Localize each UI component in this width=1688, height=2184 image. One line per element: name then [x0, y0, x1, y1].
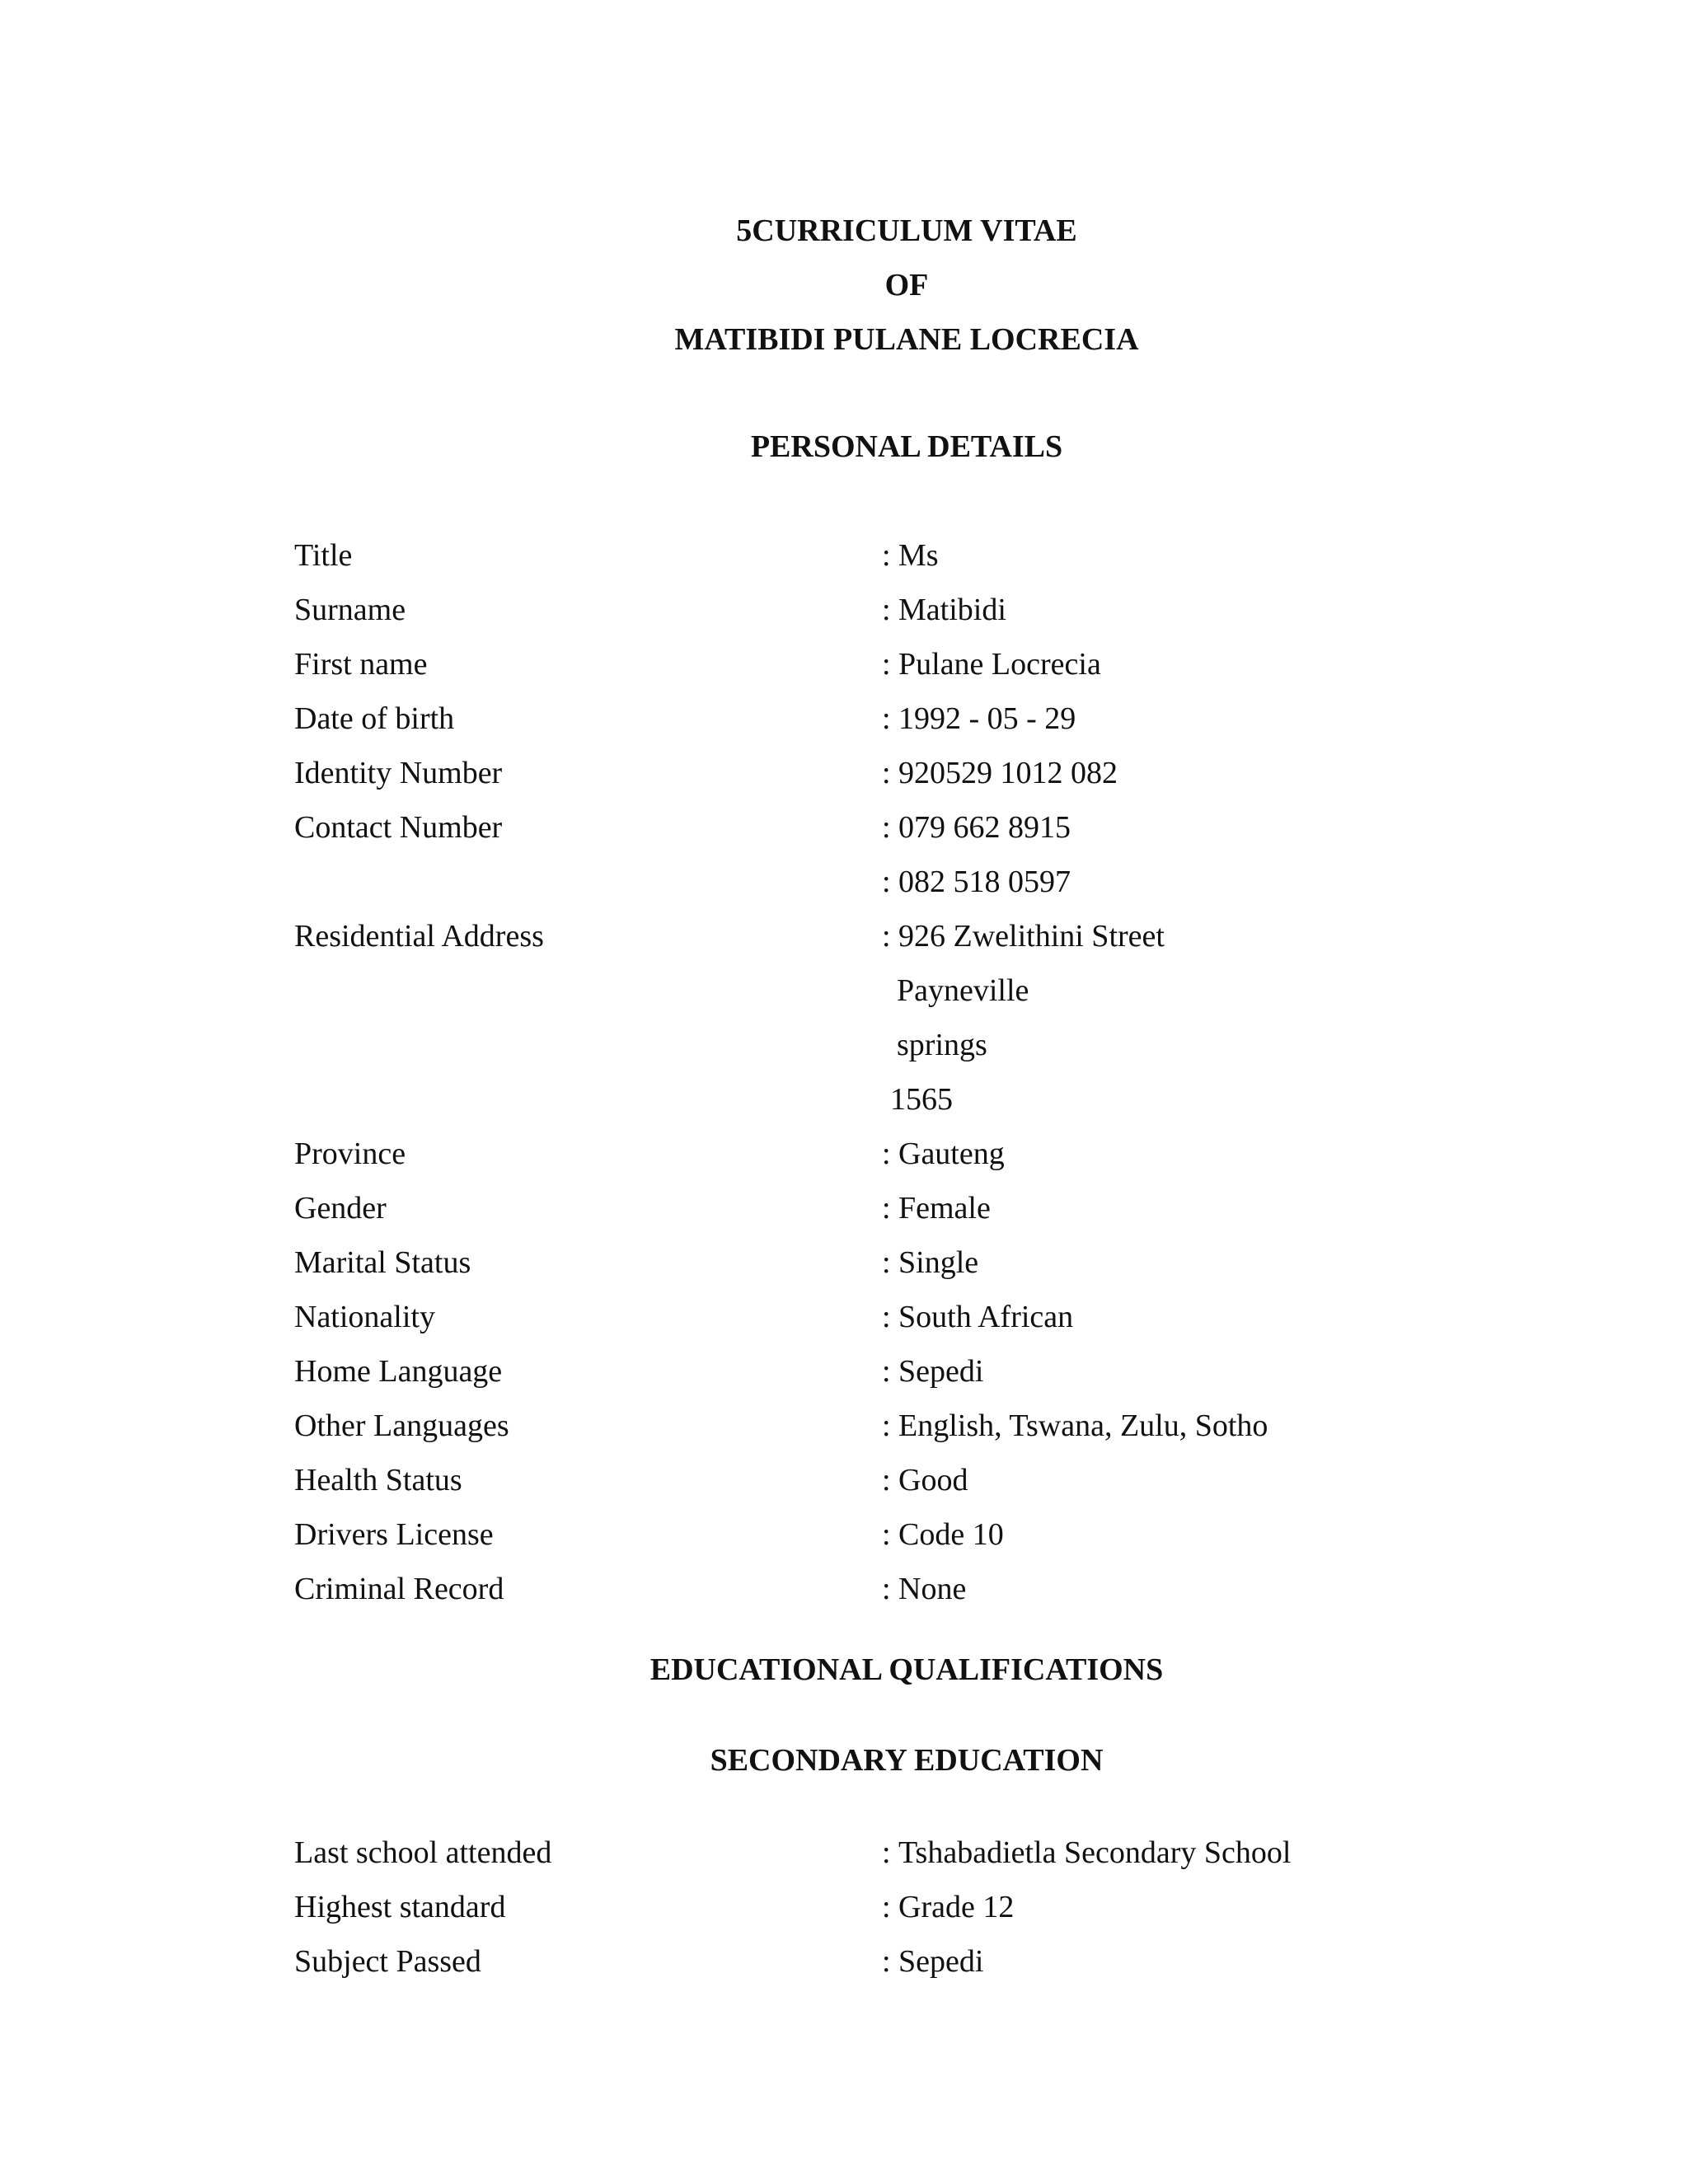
- cv-title-of: OF: [884, 268, 929, 302]
- education-row-last-school: [0, 1835, 1688, 1884]
- detail-label: Home Language: [294, 1354, 503, 1389]
- detail-label: Identity Number: [294, 756, 503, 790]
- detail-value: Payneville: [897, 973, 1029, 1008]
- detail-colon: :: [882, 810, 891, 845]
- detail-row-contact-number: [0, 809, 1688, 859]
- education-colon: :: [882, 1944, 891, 1979]
- detail-row-nationality: [0, 1299, 1688, 1348]
- education-colon: :: [882, 1835, 891, 1870]
- detail-colon: :: [882, 1517, 891, 1552]
- detail-label: Nationality: [294, 1300, 435, 1334]
- detail-row-surname: [0, 592, 1688, 641]
- detail-colon: :: [882, 756, 891, 790]
- detail-label: Contact Number: [294, 810, 503, 845]
- detail-row-home-language: [0, 1353, 1688, 1403]
- detail-row-address-line-2: [0, 972, 1688, 1022]
- detail-value: 079 662 8915: [898, 810, 1071, 845]
- detail-row-date-of-birth: [0, 701, 1688, 750]
- detail-colon: :: [882, 1245, 891, 1280]
- detail-label: Date of birth: [294, 701, 455, 736]
- detail-label: Health Status: [294, 1463, 462, 1497]
- detail-row-first-name: [0, 646, 1688, 696]
- detail-value: Gauteng: [898, 1137, 1005, 1171]
- detail-row-address-line-4: [0, 1081, 1688, 1131]
- education-label: Highest standard: [294, 1890, 506, 1924]
- detail-colon: :: [882, 1300, 891, 1334]
- detail-value: Single: [898, 1245, 979, 1280]
- cv-title: 5CURRICULUM VITAE: [736, 213, 1077, 248]
- detail-label: Other Languages: [294, 1408, 509, 1443]
- education-value: Grade 12: [898, 1890, 1015, 1924]
- detail-label: Province: [294, 1137, 406, 1171]
- detail-label: Surname: [294, 593, 406, 627]
- education-label: Last school attended: [294, 1835, 552, 1870]
- detail-row-criminal-record: [0, 1571, 1688, 1620]
- detail-colon: :: [882, 647, 891, 682]
- detail-colon: :: [882, 1191, 891, 1226]
- detail-row-drivers-license: [0, 1516, 1688, 1566]
- detail-label: Marital Status: [294, 1245, 471, 1280]
- detail-row-other-languages: [0, 1408, 1688, 1457]
- detail-row-identity-number: [0, 755, 1688, 804]
- detail-row-contact-number-2: [0, 864, 1688, 913]
- detail-label: Drivers License: [294, 1517, 494, 1552]
- detail-row-title: [0, 537, 1688, 587]
- detail-value: Code 10: [898, 1517, 1004, 1552]
- secondary-education-heading: SECONDARY EDUCATION: [710, 1743, 1104, 1778]
- detail-colon: :: [882, 593, 891, 627]
- detail-colon: :: [882, 1408, 891, 1443]
- detail-value: 920529 1012 082: [898, 756, 1118, 790]
- education-label: Subject Passed: [294, 1944, 481, 1979]
- detail-colon: :: [882, 538, 891, 573]
- detail-colon: :: [882, 865, 891, 899]
- detail-value: Matibidi: [898, 593, 1006, 627]
- detail-value: 1992 - 05 - 29: [898, 701, 1076, 736]
- education-colon: :: [882, 1890, 891, 1924]
- detail-colon: :: [882, 1137, 891, 1171]
- detail-row-province: [0, 1136, 1688, 1185]
- detail-value: 082 518 0597: [898, 865, 1071, 899]
- education-value: Tshabadietla Secondary School: [898, 1835, 1292, 1870]
- detail-value: Sepedi: [898, 1354, 984, 1389]
- education-value: Sepedi: [898, 1944, 984, 1979]
- detail-label: Gender: [294, 1191, 387, 1226]
- education-row-highest-standard: [0, 1889, 1688, 1938]
- detail-label: Title: [294, 538, 353, 573]
- detail-label: Criminal Record: [294, 1572, 504, 1606]
- educational-qualifications-heading: EDUCATIONAL QUALIFICATIONS: [649, 1652, 1164, 1687]
- detail-value: English, Tswana, Zulu, Sotho: [898, 1408, 1268, 1443]
- detail-row-residential-address: [0, 918, 1688, 968]
- detail-colon: :: [882, 919, 891, 954]
- detail-value: Pulane Locrecia: [898, 647, 1101, 682]
- detail-colon: :: [882, 1463, 891, 1497]
- detail-row-marital-status: [0, 1244, 1688, 1294]
- detail-row-gender: [0, 1190, 1688, 1240]
- detail-colon: :: [882, 701, 891, 736]
- detail-colon: :: [882, 1572, 891, 1606]
- detail-colon: :: [882, 1354, 891, 1389]
- detail-value: 926 Zwelithini Street: [898, 919, 1165, 954]
- detail-row-health-status: [0, 1462, 1688, 1511]
- education-row-subject-passed: [0, 1943, 1688, 1993]
- cv-owner-name: MATIBIDI PULANE LOCRECIA: [674, 322, 1139, 357]
- detail-value: Good: [898, 1463, 968, 1497]
- detail-label: First name: [294, 647, 428, 682]
- detail-value: None: [898, 1572, 967, 1606]
- detail-label: Residential Address: [294, 919, 544, 954]
- detail-value: springs: [897, 1028, 987, 1062]
- detail-value: 1565: [890, 1082, 953, 1117]
- detail-value: South African: [898, 1300, 1074, 1334]
- detail-value: Ms: [898, 538, 939, 573]
- detail-value: Female: [898, 1191, 991, 1226]
- personal-details-heading: PERSONAL DETAILS: [750, 429, 1063, 464]
- detail-row-address-line-3: [0, 1027, 1688, 1076]
